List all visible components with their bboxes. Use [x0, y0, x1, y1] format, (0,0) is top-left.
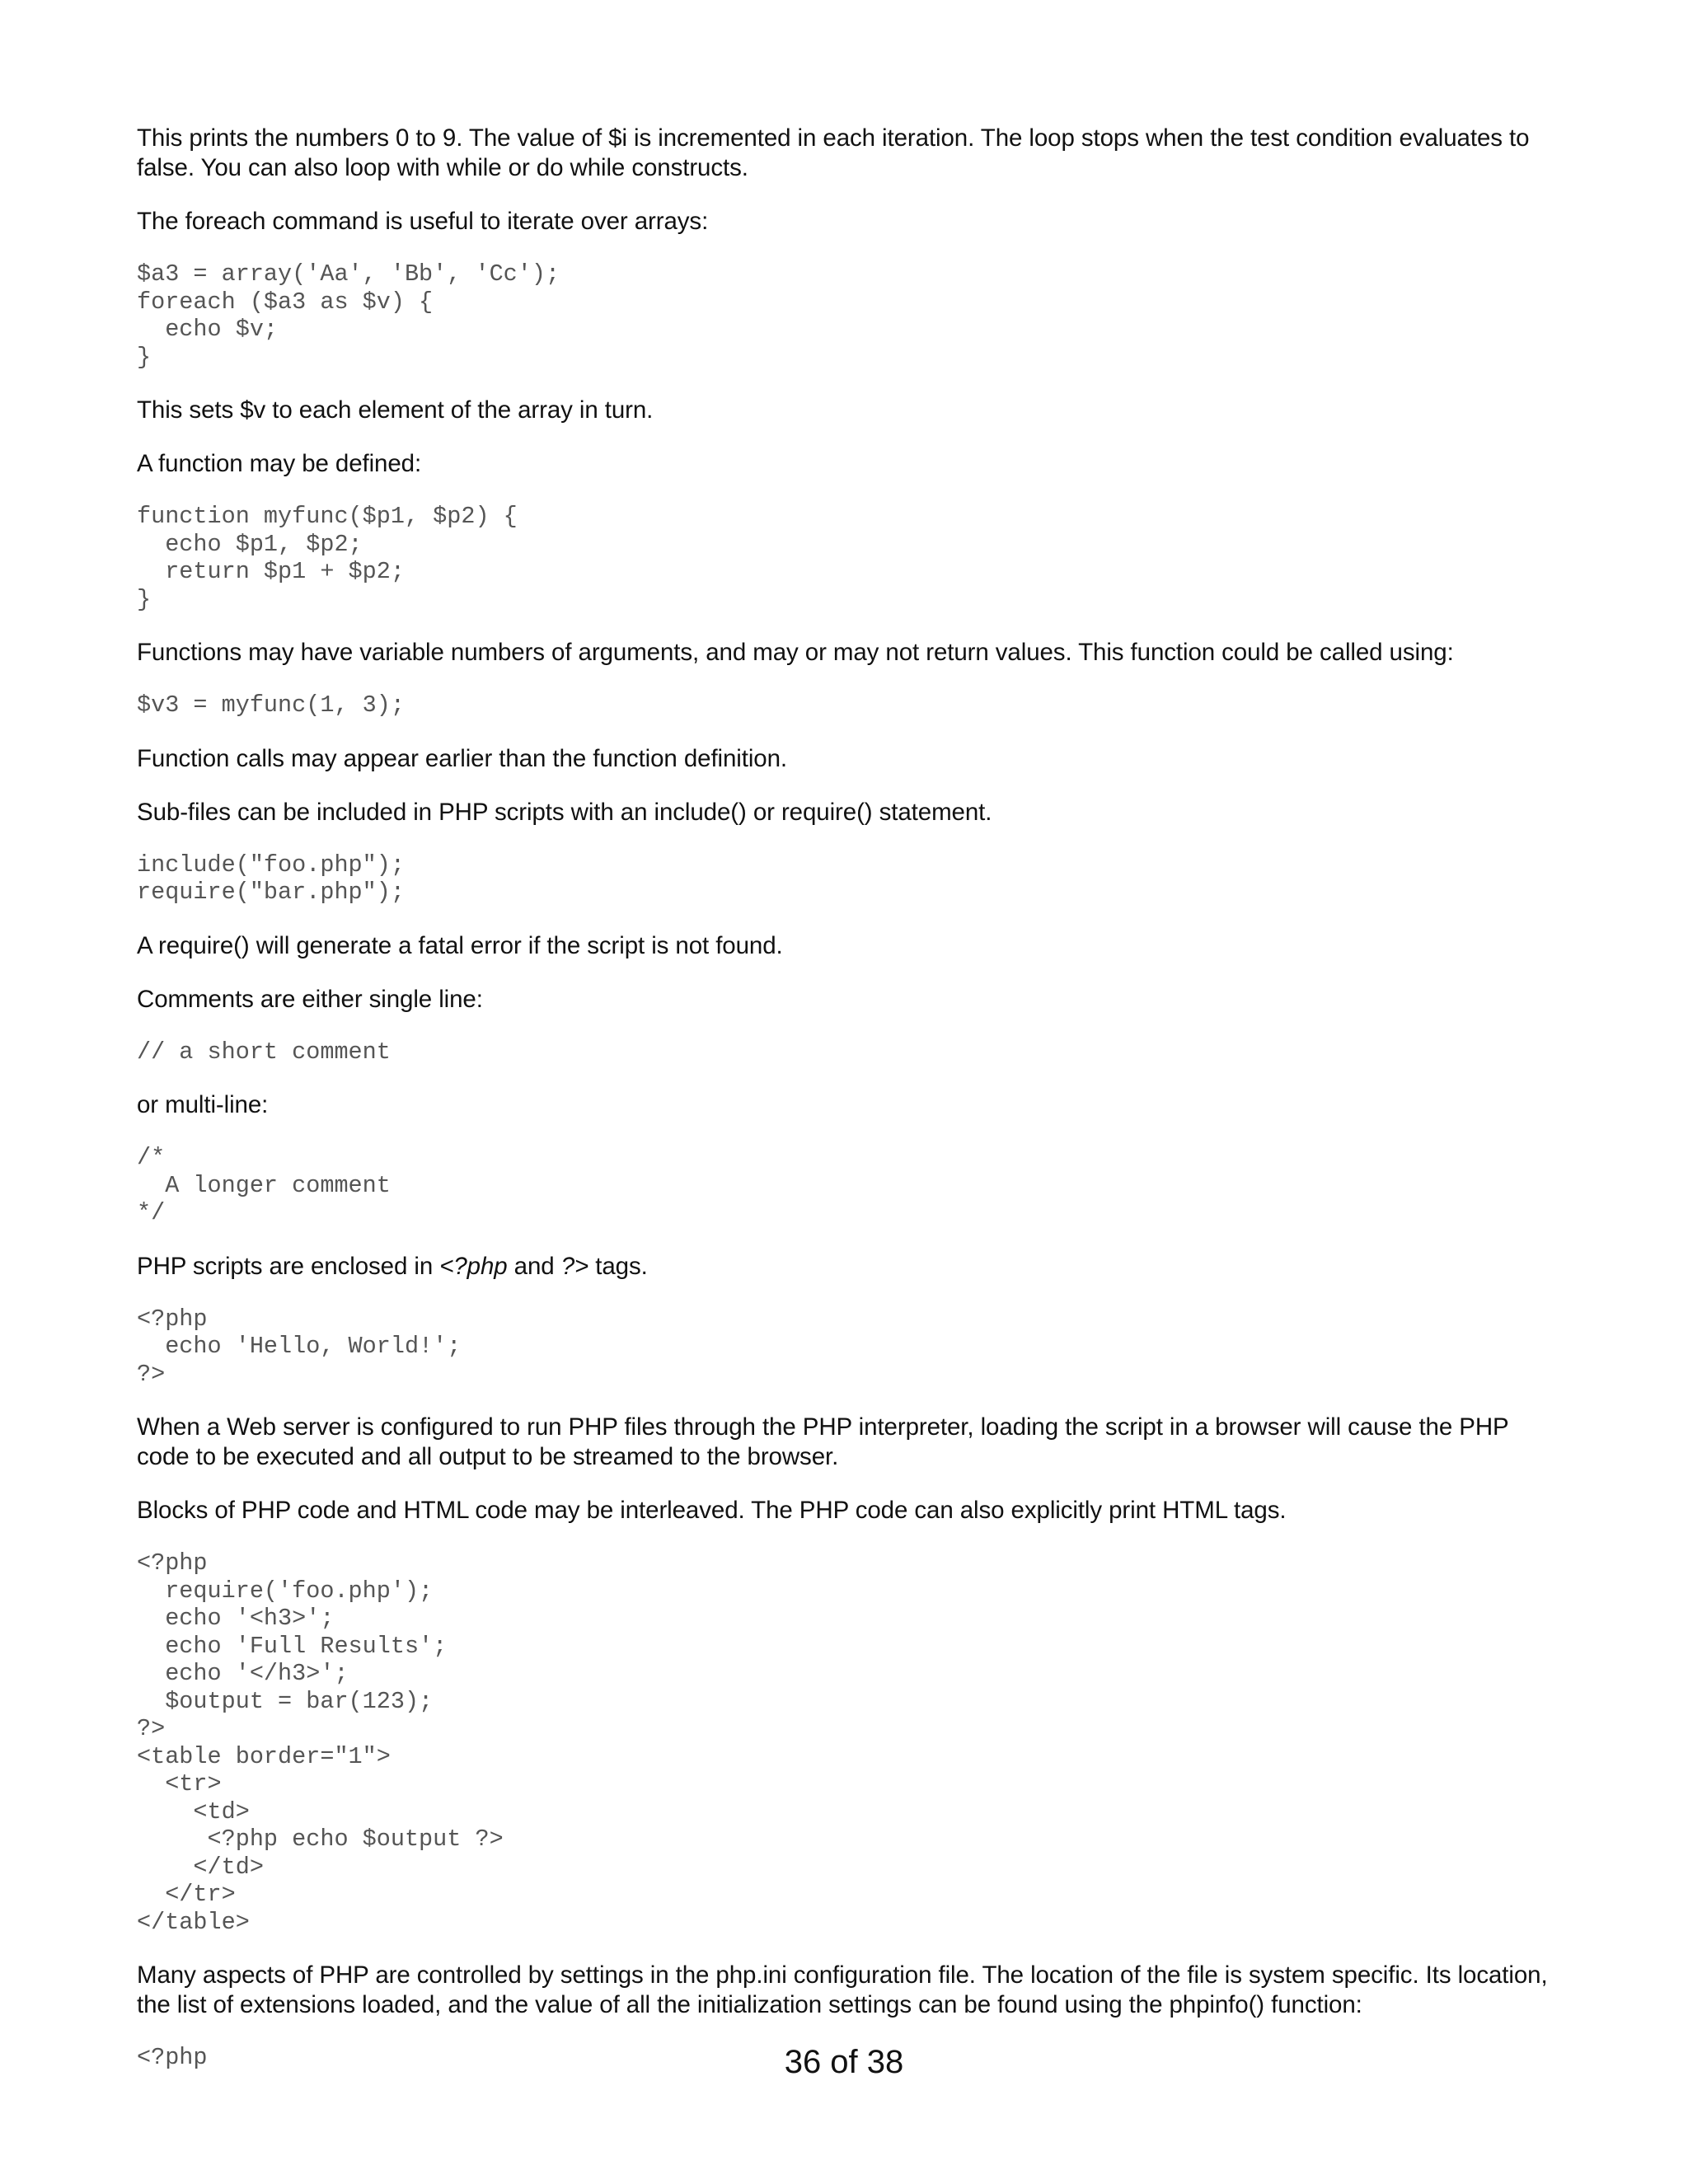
code-block-multiline-comment: /* A longer comment */	[137, 1144, 391, 1226]
code-block-function-call: $v3 = myfunc(1, 3);	[137, 691, 405, 719]
page-content	[137, 124, 1563, 2097]
paragraph-php-tags	[137, 1252, 1563, 1282]
paragraph-foreach-intro: The foreach command is useful to iterate over arrays:	[137, 208, 709, 235]
code-block-hello-world: <?php echo 'Hello, World!'; ?>	[137, 1305, 462, 1388]
text-segment: and	[507, 1252, 561, 1280]
paragraph-require-error: A require() will generate a fatal error if the script is not found.	[137, 931, 783, 959]
code-block-include: include("foo.php"); require("bar.php");	[137, 851, 405, 906]
paragraph-foreach-explanation: This sets $v to each element of the array in turn.	[137, 396, 654, 424]
code-block-foreach: $a3 = array('Aa', 'Bb', 'Cc'); foreach ($a3 as $v) { echo $v; }	[137, 260, 560, 371]
paragraph-function-order: Function calls may appear earlier than the function definition.	[137, 744, 788, 772]
php-open-tag-text: <?php	[439, 1252, 508, 1280]
code-block-phpinfo-start: <?php	[137, 2044, 208, 2071]
paragraph-multiline-intro: or multi-line:	[137, 1091, 269, 1118]
paragraph-comments-intro: Comments are either single line:	[137, 985, 483, 1013]
paragraph-include-intro: Sub-files can be included in PHP scripts with an include() or require() statement.	[137, 798, 992, 826]
paragraph-loop-explanation: This prints the numbers 0 to 9. The value of $i is incremented in each iteration. The loop stops when the test condition evaluates to false. You can also loop with while or do while constructs.	[137, 124, 1530, 181]
page-number: 36 of 38	[784, 2044, 904, 2080]
php-close-tag-text: ?>	[560, 1252, 589, 1280]
paragraph-php-ini: Many aspects of PHP are controlled by settings in the php.ini configuration file. The location of the file is system specific. Its location, the list of extensions loaded, and the value of all the initialization settings can be found using the phpinfo() function:	[137, 1961, 1548, 2018]
text-segment: PHP scripts are enclosed in	[137, 1252, 440, 1280]
paragraph-function-arguments: Functions may have variable numbers of arguments, and may or may not return values. This function could be called using:	[137, 639, 1454, 666]
paragraph-web-server: When a Web server is configured to run PHP files through the PHP interpreter, loading the script in a browser will cause the PHP code to be executed and all output to be streamed to the browser.	[137, 1413, 1509, 1470]
text-segment: tags.	[588, 1252, 648, 1280]
paragraph-interleaved: Blocks of PHP code and HTML code may be interleaved. The PHP code can also explicitly print HTML tags.	[137, 1497, 1287, 1524]
code-block-interleaved: <?php require('foo.php'); echo '<h3>'; echo 'Full Results'; echo '</h3>'; $output = bar(123); ?> <table border="1"> <tr> <td> <?php echo $output ?> </td> </tr> </table>	[137, 1549, 504, 1936]
code-block-function: function myfunc($p1, $p2) { echo $p1, $p2; return $p1 + $p2; }	[137, 503, 518, 613]
code-block-single-comment: // a short comment	[137, 1038, 391, 1066]
paragraph-function-intro: A function may be defined:	[137, 450, 422, 477]
